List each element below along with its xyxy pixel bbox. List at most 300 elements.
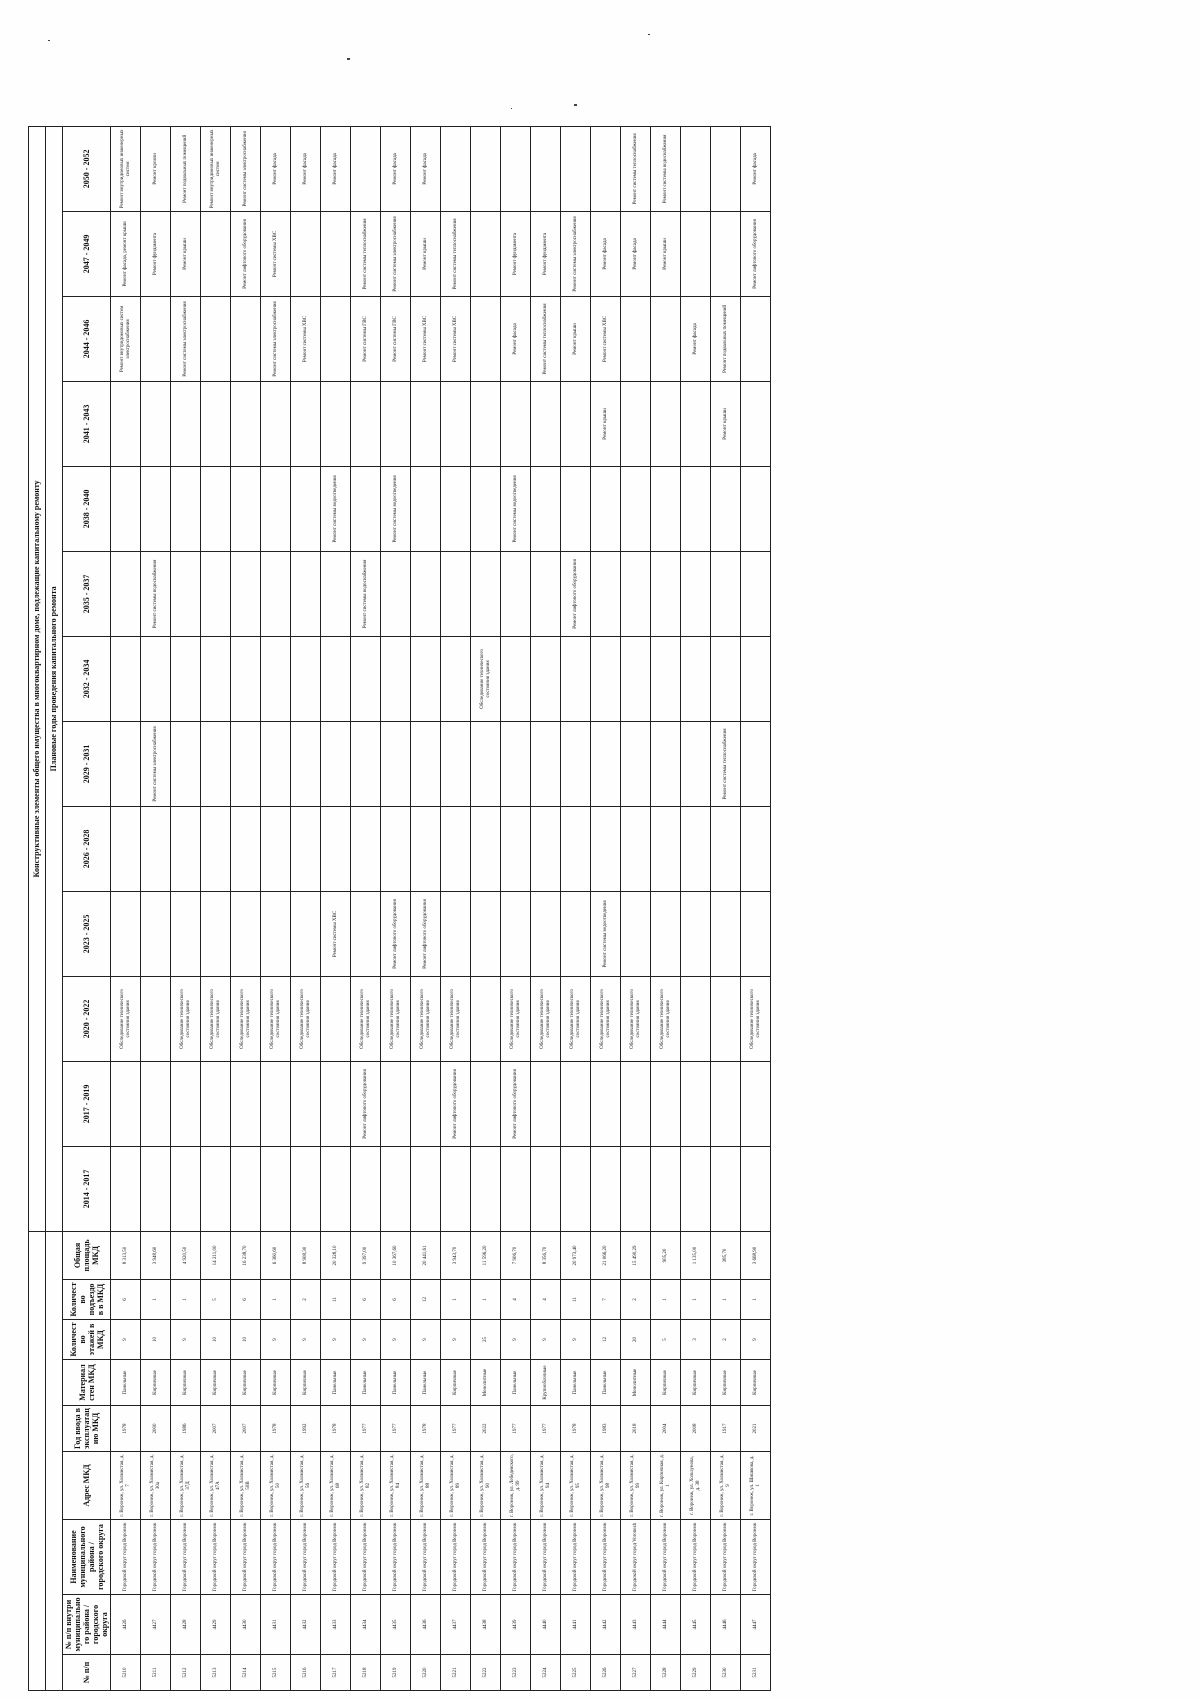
build-year: 1917 (711, 1406, 741, 1452)
floors-count: 9 (171, 1320, 201, 1360)
planned-work-cell (381, 381, 411, 466)
row-number: 5221 (441, 1655, 471, 1691)
planned-work-cell (531, 126, 561, 211)
planned-work-cell (681, 1061, 711, 1146)
planned-work-cell (351, 381, 381, 466)
planned-work-cell: Ремонт фасада (621, 211, 651, 296)
build-year: 1977 (381, 1406, 411, 1452)
municipality-name: Городской округ город Воронеж (471, 1520, 501, 1595)
planned-work-cell (201, 381, 231, 466)
period-header: 2023 - 2025 (63, 891, 111, 976)
planned-work-cell (591, 806, 621, 891)
planned-work-cell: Ремонт системы водоотведения (591, 891, 621, 976)
planned-work-cell (681, 636, 711, 721)
wall-material: Кирпичные (681, 1360, 711, 1406)
planned-work-cell (741, 466, 771, 551)
municipality-name: Городской округ город Воронеж (231, 1520, 261, 1595)
planned-work-cell (411, 551, 441, 636)
planned-work-cell (201, 1061, 231, 1146)
total-area: 16 238,70 (231, 1231, 261, 1279)
table-row (141, 126, 171, 1690)
floors-count: 9 (501, 1320, 531, 1360)
row-number: 5211 (141, 1655, 171, 1691)
planned-work-cell: Ремонт фасада (261, 126, 291, 211)
planned-work-cell (621, 721, 651, 806)
planned-work-cell (261, 551, 291, 636)
planned-work-cell (171, 721, 201, 806)
row-inner-number: 4444 (651, 1595, 681, 1655)
build-year: 1978 (261, 1406, 291, 1452)
planned-work-cell (231, 466, 261, 551)
address: г. Воронеж, ул. Холмистая, д. 56 (291, 1452, 321, 1520)
municipality-name: Городской округ город Воронеж (561, 1520, 591, 1595)
planned-work-cell: Ремонт системы электроснабжения (561, 211, 591, 296)
table-row (201, 126, 231, 1690)
planned-work-cell (141, 296, 171, 381)
row-inner-number: 4438 (471, 1595, 501, 1655)
planned-work-cell (591, 466, 621, 551)
planned-work-cell: Обследование технического состояния здания (471, 636, 501, 721)
planned-work-cell (141, 636, 171, 721)
document-viewport (28, 126, 1198, 1691)
table-row (171, 126, 201, 1690)
planned-work-cell (651, 296, 681, 381)
floors-count: 9 (741, 1320, 771, 1360)
address: г. Воронеж, ул. Холмистая, д. 68 (321, 1452, 351, 1520)
row-inner-number: 4426 (111, 1595, 141, 1655)
table-row (561, 126, 591, 1690)
address: г. Воронеж, ул. Холмистая, д. 82 (351, 1452, 381, 1520)
address: г. Воронеж, ул. Хользунова, д. 38 (681, 1452, 711, 1520)
address: г. Воронеж, ул. Кирпичная, д. 1 (651, 1452, 681, 1520)
planned-work-cell (651, 636, 681, 721)
planned-work-cell (351, 126, 381, 211)
municipality-name: Городской округ город Воронеж (171, 1520, 201, 1595)
row-inner-number: 4445 (681, 1595, 711, 1655)
planned-work-cell (471, 1061, 501, 1146)
planned-work-cell (501, 126, 531, 211)
planned-work-cell (321, 976, 351, 1061)
entrances-count: 1 (441, 1280, 471, 1320)
planned-work-cell: Ремонт системы водоотведения (501, 466, 531, 551)
floors-count: 25 (471, 1320, 501, 1360)
entrances-count: 1 (651, 1280, 681, 1320)
row-number: 5222 (471, 1655, 501, 1691)
scan-speck (574, 104, 577, 106)
scan-speck (347, 58, 350, 60)
planned-work-cell (501, 551, 531, 636)
planned-work-cell (111, 891, 141, 976)
planned-work-cell (201, 636, 231, 721)
planned-work-cell (201, 296, 231, 381)
wall-material: Кирпичные (741, 1360, 771, 1406)
planned-work-cell: Обследование технического состояния здания (291, 976, 321, 1061)
planned-work-cell (111, 1146, 141, 1231)
planned-work-cell (681, 891, 711, 976)
row-number: 5216 (291, 1655, 321, 1691)
row-inner-number: 4429 (201, 1595, 231, 1655)
planned-work-cell (321, 721, 351, 806)
address: г. Воронеж, ул. Лебедевского, д. 99 (501, 1452, 531, 1520)
planned-work-cell: Ремонт фасада (501, 296, 531, 381)
planned-work-cell (291, 466, 321, 551)
table-row (411, 126, 441, 1690)
planned-work-cell (471, 211, 501, 296)
row-number: 5218 (351, 1655, 381, 1691)
total-area: 14 211,00 (201, 1231, 231, 1279)
planned-work-cell: Обследование технического состояния здания (651, 976, 681, 1061)
build-year: 2018 (621, 1406, 651, 1452)
planned-work-cell (441, 466, 471, 551)
planned-work-cell: Ремонт фундамента (501, 211, 531, 296)
period-header: 2026 - 2028 (63, 806, 111, 891)
planned-work-cell (711, 466, 741, 551)
column-header: Материал стен МКД (63, 1360, 111, 1406)
planned-work-cell (261, 1146, 291, 1231)
planned-work-cell (381, 636, 411, 721)
planned-work-cell (471, 126, 501, 211)
row-inner-number: 4443 (621, 1595, 651, 1655)
total-area: 8 908,30 (291, 1231, 321, 1279)
total-area: 9 397,00 (351, 1231, 381, 1279)
planned-work-cell (561, 721, 591, 806)
planned-work-cell: Ремонт подвальных помещений (171, 126, 201, 211)
planned-work-cell (171, 891, 201, 976)
planned-work-cell: Ремонт системы водоснабжения (141, 551, 171, 636)
planned-work-cell (741, 721, 771, 806)
planned-work-cell (351, 466, 381, 551)
planned-work-cell: Ремонт системы ХВС (591, 296, 621, 381)
row-inner-number: 4436 (411, 1595, 441, 1655)
build-year: 1977 (501, 1406, 531, 1452)
planned-work-cell (741, 806, 771, 891)
planned-work-cell (591, 551, 621, 636)
planned-work-cell (291, 1146, 321, 1231)
entrances-count: 11 (561, 1280, 591, 1320)
entrances-count: 7 (591, 1280, 621, 1320)
entrances-count: 2 (621, 1280, 651, 1320)
planned-work-cell: Обследование технического состояния здания (111, 976, 141, 1061)
planned-work-cell (291, 1061, 321, 1146)
scan-speck (511, 108, 512, 109)
planned-work-cell (561, 126, 591, 211)
planned-work-cell (711, 211, 741, 296)
planned-work-cell (711, 126, 741, 211)
planned-work-cell: Ремонт внутридомовых систем электроснабжения (111, 296, 141, 381)
planned-work-cell: Обследование технического состояния здания (531, 976, 561, 1061)
table-row (501, 126, 531, 1690)
table-row (621, 126, 651, 1690)
period-header: 2047 - 2049 (63, 211, 111, 296)
blank-cell (46, 1231, 63, 1690)
planned-work-cell: Ремонт системы теплоснабжения (621, 126, 651, 211)
planned-work-cell: Ремонт системы электроснабжения (231, 126, 261, 211)
planned-work-cell (321, 381, 351, 466)
planned-work-cell (651, 466, 681, 551)
column-header: Количество этажей в МКД (63, 1320, 111, 1360)
planned-work-cell (531, 721, 561, 806)
planned-work-cell (111, 551, 141, 636)
planned-work-cell (591, 1146, 621, 1231)
address: г. Воронеж, ул. Холмистая, д. 89 (441, 1452, 471, 1520)
planned-work-cell (411, 1146, 441, 1231)
wall-material: Крупноблочные (531, 1360, 561, 1406)
planned-work-cell: Обследование технического состояния здания (411, 976, 441, 1061)
entrances-count: 6 (351, 1280, 381, 1320)
planned-work-cell (171, 466, 201, 551)
planned-work-cell (621, 1146, 651, 1231)
address: г. Воронеж, ул. Холмистая, д. 50В (231, 1452, 261, 1520)
planned-work-cell (561, 636, 591, 721)
planned-work-cell (561, 806, 591, 891)
planned-work-cell (261, 891, 291, 976)
planned-work-cell (561, 1061, 591, 1146)
planned-work-cell (531, 1146, 561, 1231)
period-header: 2014 - 2017 (63, 1146, 111, 1231)
planned-work-cell (501, 721, 531, 806)
planned-work-cell (681, 1146, 711, 1231)
planned-work-cell (621, 806, 651, 891)
planned-work-cell (321, 806, 351, 891)
table-row (681, 126, 711, 1690)
table-row (291, 126, 321, 1690)
planned-work-cell (651, 1061, 681, 1146)
planned-work-cell (471, 806, 501, 891)
planned-work-cell (621, 891, 651, 976)
planned-work-cell: Ремонт лифтового оборудования (441, 1061, 471, 1146)
planned-work-cell (141, 1146, 171, 1231)
planned-work-cell (171, 1061, 201, 1146)
total-area: 21 066,20 (591, 1231, 621, 1279)
column-header: № п/п (63, 1655, 111, 1691)
total-area: 3 668,90 (741, 1231, 771, 1279)
floors-count: 3 (681, 1320, 711, 1360)
planned-work-cell (231, 1146, 261, 1231)
entrances-count: 4 (531, 1280, 561, 1320)
table-row (711, 126, 741, 1690)
municipality-name: Городской округ город Воронеж (261, 1520, 291, 1595)
planned-work-cell (141, 891, 171, 976)
planned-work-cell (321, 551, 351, 636)
planned-work-cell: Ремонт системы электроснабжения (261, 296, 291, 381)
entrances-count: 1 (141, 1280, 171, 1320)
planned-work-cell: Ремонт системы водоснабжения (351, 551, 381, 636)
planned-work-cell: Ремонт системы теплоснабжения (351, 211, 381, 296)
row-number: 5220 (411, 1655, 441, 1691)
planned-work-cell: Обследование технического состояния здания (231, 976, 261, 1061)
wall-material: Монолитные (471, 1360, 501, 1406)
planned-work-cell (441, 126, 471, 211)
address: г. Воронеж, ул. Холмистая, д. 9 (711, 1452, 741, 1520)
build-year: 1977 (441, 1406, 471, 1452)
floors-count: 9 (411, 1320, 441, 1360)
municipality-name: Городской округ город Воронеж (531, 1520, 561, 1595)
wall-material: Кирпичные (231, 1360, 261, 1406)
row-number: 5212 (171, 1655, 201, 1691)
planned-work-cell: Ремонт системы электроснабжения (381, 211, 411, 296)
planned-work-cell: Ремонт кровли (141, 126, 171, 211)
planned-work-cell (711, 891, 741, 976)
wall-material: Панельные (381, 1360, 411, 1406)
planned-work-cell (561, 1146, 591, 1231)
planned-work-cell: Ремонт фасада (291, 126, 321, 211)
planned-work-cell: Ремонт подвальных помещений (711, 296, 741, 381)
planned-work-cell (621, 381, 651, 466)
column-header: № п/п внутри муниципального района / городского округа (63, 1595, 111, 1655)
row-number: 5231 (741, 1655, 771, 1691)
planned-work-cell (261, 1061, 291, 1146)
planned-work-cell (621, 636, 651, 721)
planned-work-cell (171, 806, 201, 891)
table-row (651, 126, 681, 1690)
planned-work-cell: Ремонт системы электроснабжения (171, 296, 201, 381)
planned-work-cell: Ремонт крыши (411, 211, 441, 296)
wall-material: Кирпичные (141, 1360, 171, 1406)
planned-work-cell: Ремонт системы водоотведения (381, 466, 411, 551)
planned-work-cell (741, 1061, 771, 1146)
build-year: 1978 (561, 1406, 591, 1452)
planned-work-cell: Ремонт фасада (591, 211, 621, 296)
planned-work-cell: Ремонт системы ХВС (411, 296, 441, 381)
build-year: 1992 (291, 1406, 321, 1452)
planned-work-cell: Ремонт крыши (591, 381, 621, 466)
municipality-name: Городской округ город Воронеж (681, 1520, 711, 1595)
entrances-count: 6 (111, 1280, 141, 1320)
floors-count: 20 (621, 1320, 651, 1360)
table-row (321, 126, 351, 1690)
address: г. Воронеж, ул. Холмистая, д. 99 (621, 1452, 651, 1520)
planned-work-cell: Обследование технического состояния здания (621, 976, 651, 1061)
planned-work-cell (261, 636, 291, 721)
row-inner-number: 4431 (261, 1595, 291, 1655)
planned-work-cell (111, 636, 141, 721)
planned-work-cell (351, 636, 381, 721)
planned-work-cell (171, 551, 201, 636)
address: г. Воронеж, ул. Шишкова, д. 1 (741, 1452, 771, 1520)
planned-work-cell (231, 381, 261, 466)
planned-work-cell (441, 551, 471, 636)
table-row (591, 126, 621, 1690)
row-inner-number: 4437 (441, 1595, 471, 1655)
build-year: 2021 (741, 1406, 771, 1452)
build-year: 2007 (201, 1406, 231, 1452)
scan-speck (648, 34, 650, 35)
planned-work-cell (651, 806, 681, 891)
municipality-name: Городской округ город Воронеж (411, 1520, 441, 1595)
row-number: 5219 (381, 1655, 411, 1691)
planned-work-cell: Ремонт фундамента (141, 211, 171, 296)
planned-work-cell (321, 211, 351, 296)
table-subtitle: Плановые годы проведения капитального ремонта (46, 126, 63, 1231)
planned-work-cell (651, 891, 681, 976)
row-inner-number: 4434 (351, 1595, 381, 1655)
floors-count: 9 (291, 1320, 321, 1360)
total-area: 3 948,60 (141, 1231, 171, 1279)
planned-work-cell: Ремонт системы электроснабжения (141, 721, 171, 806)
planned-work-cell (171, 1146, 201, 1231)
planned-work-cell: Обследование технического состояния здания (741, 976, 771, 1061)
planned-work-cell: Ремонт системы ХВС (261, 211, 291, 296)
planned-work-cell: Ремонт фасада, ремонт крыши (111, 211, 141, 296)
rotated-document-page (28, 126, 1168, 1691)
planned-work-cell: Ремонт крыши (561, 296, 591, 381)
address: г. Воронеж, ул. Холмистая, д. 95 (561, 1452, 591, 1520)
planned-work-cell: Ремонт системы теплоснабжения (441, 211, 471, 296)
planned-work-cell (411, 1061, 441, 1146)
row-number: 5229 (681, 1655, 711, 1691)
planned-work-cell (321, 1061, 351, 1146)
planned-work-cell (231, 721, 261, 806)
floors-count: 10 (231, 1320, 261, 1360)
planned-work-cell (531, 1061, 561, 1146)
build-year: 2007 (231, 1406, 261, 1452)
total-area: 11 596,20 (471, 1231, 501, 1279)
planned-work-cell (441, 1146, 471, 1231)
planned-work-cell (411, 636, 441, 721)
planned-work-cell: Ремонт лифтового оборудования (381, 891, 411, 976)
municipality-name: Городской округ город Воронеж (111, 1520, 141, 1595)
entrances-count: 11 (321, 1280, 351, 1320)
build-year: 1978 (111, 1406, 141, 1452)
planned-work-cell (471, 891, 501, 976)
planned-work-cell: Ремонт внутридомовых инженерных систем (201, 126, 231, 211)
entrances-count: 6 (231, 1280, 261, 1320)
entrances-count: 1 (711, 1280, 741, 1320)
planned-work-cell (111, 721, 141, 806)
planned-work-cell (231, 636, 261, 721)
planned-work-cell (381, 1061, 411, 1146)
planned-work-cell: Обследование технического состояния здания (561, 976, 591, 1061)
planned-work-cell: Ремонт системы водоснабжения (651, 126, 681, 211)
total-area: 6 360,60 (261, 1231, 291, 1279)
municipality-name: Городской округ город Воронеж (381, 1520, 411, 1595)
build-year: 1978 (411, 1406, 441, 1452)
planned-work-cell (681, 466, 711, 551)
wall-material: Кирпичные (171, 1360, 201, 1406)
period-header: 2050 - 2052 (63, 126, 111, 211)
planned-work-cell (651, 1146, 681, 1231)
planned-work-cell: Ремонт крыши (711, 381, 741, 466)
planned-work-cell (501, 891, 531, 976)
total-area: 3 943,70 (441, 1231, 471, 1279)
municipality-name: Городской округ город Воронеж (591, 1520, 621, 1595)
planned-work-cell (231, 1061, 261, 1146)
wall-material: Кирпичные (651, 1360, 681, 1406)
planned-work-cell (561, 381, 591, 466)
build-year: 2000 (141, 1406, 171, 1452)
planned-work-cell (711, 806, 741, 891)
entrances-count: 4 (501, 1280, 531, 1320)
floors-count: 2 (711, 1320, 741, 1360)
floors-count: 10 (201, 1320, 231, 1360)
row-inner-number: 4433 (321, 1595, 351, 1655)
planned-work-cell (141, 976, 171, 1061)
planned-work-cell (471, 1146, 501, 1231)
planned-work-cell: Ремонт системы ХВС (441, 296, 471, 381)
planned-work-cell (741, 296, 771, 381)
entrances-count: 1 (741, 1280, 771, 1320)
floors-count: 9 (261, 1320, 291, 1360)
entrances-count: 1 (471, 1280, 501, 1320)
wall-material: Панельные (321, 1360, 351, 1406)
planned-work-cell: Ремонт фасада (321, 126, 351, 211)
column-header: Количество подъездов в МКД (63, 1280, 111, 1320)
planned-work-cell (501, 1146, 531, 1231)
planned-work-cell (261, 381, 291, 466)
total-area: 15 490,29 (621, 1231, 651, 1279)
planned-work-cell (561, 891, 591, 976)
planned-work-cell (681, 381, 711, 466)
